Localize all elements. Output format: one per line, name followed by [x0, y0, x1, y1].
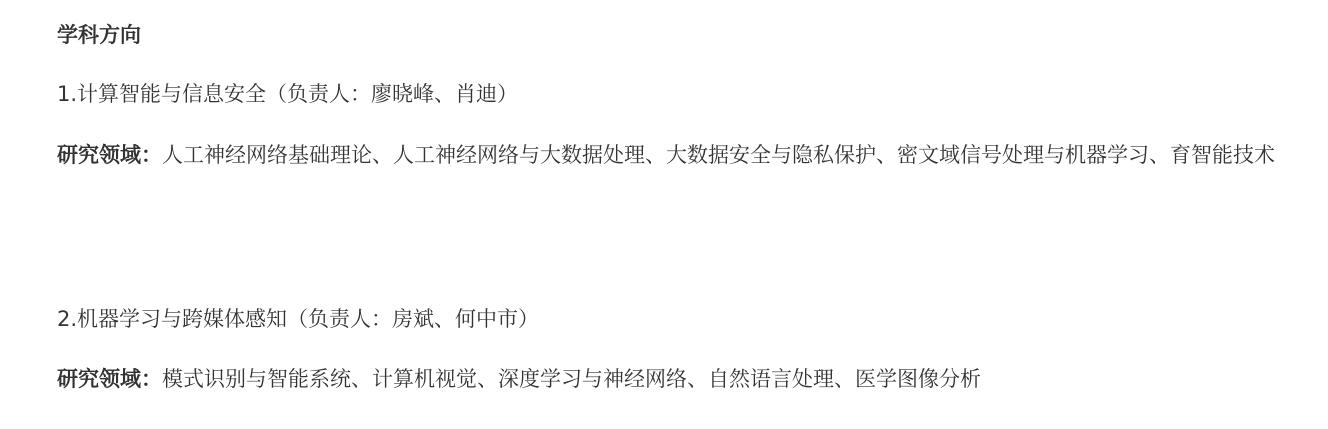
direction-1-research: [8, 134, 1324, 177]
research-text: 模式识别与智能系统、计算机视觉、深度学习与神经网络、自然语言处理、医学图像分析: [162, 367, 981, 391]
research-label: 研究领域：: [57, 143, 162, 167]
direction-1-title: 1.计算智能与信息安全（负责人：廖晓峰、肖迪）: [57, 82, 519, 106]
section-heading: 学科方向: [57, 23, 141, 47]
direction-2-research: [8, 358, 1324, 401]
direction-2-title: 2.机器学习与跨媒体感知（负责人：房斌、何中市）: [57, 307, 540, 331]
research-label: 研究领域：: [57, 367, 162, 391]
research-text: 人工神经网络基础理论、人工神经网络与大数据处理、大数据安全与隐私保护、密文域信号处理与机器学习、育智能技术: [162, 143, 1275, 167]
